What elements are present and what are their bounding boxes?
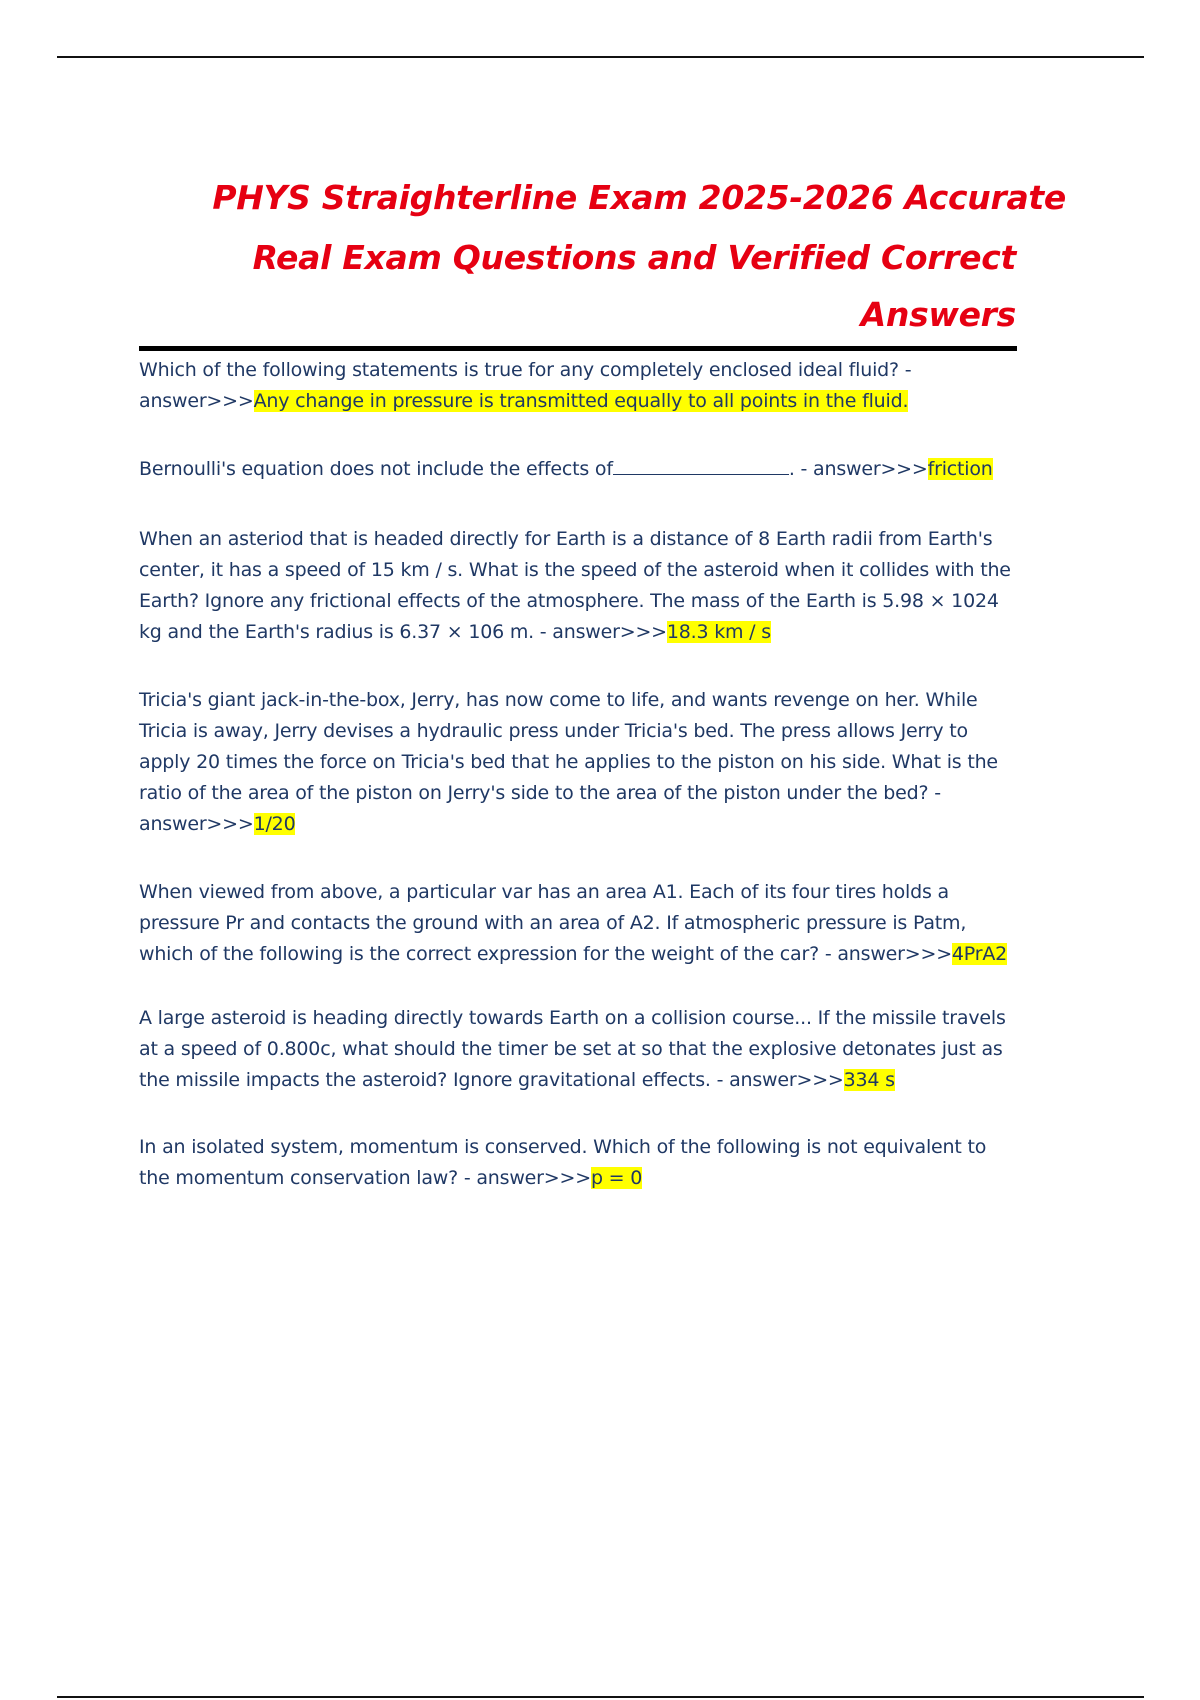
question-text-suffix: . - answer>>>	[788, 458, 928, 480]
footer-rule	[57, 1696, 1144, 1698]
question-answer-list	[139, 355, 1019, 1194]
answer-highlight: 334 s	[843, 1069, 895, 1091]
qa-item-3	[139, 524, 1019, 648]
title-line-3: Answers	[860, 295, 1016, 334]
answer-highlight: 1/20	[253, 813, 296, 835]
title-line-2: Real Exam Questions and Verified Correct	[252, 238, 1016, 277]
title-line-1: PHYS Straighterline Exam 2025-2026 Accurate	[212, 178, 1066, 217]
question-text: When an asteriod that is headed directly for Earth is a distance of 8 Earth radii from Earth's center, it has a speed of 15 km / s. What is the speed of the asteroid when it collides with the Earth? Ignore any frictional effects of the atmosphere. The mass of the Earth is 5.98 × 1024 kg and the Earth's radius is 6.37 × 106 m. - answer>>>	[139, 528, 1011, 643]
document-title	[200, 168, 1076, 342]
question-text: When viewed from above, a particular var has an area A1. Each of its four tires holds a pressure Pr and contacts the ground with an area of A2. If atmospheric pressure is Patm, which of the following is the correct expression for the weight of the car? - answer>>>	[139, 881, 967, 965]
header-rule	[57, 56, 1144, 58]
answer-highlight: 18.3 km / s	[666, 621, 771, 643]
qa-item-2	[139, 454, 1019, 485]
answer-highlight: p = 0	[590, 1167, 643, 1189]
fill-in-blank-line	[613, 454, 789, 475]
qa-item-4	[139, 685, 1019, 840]
question-text: A large asteroid is heading directly towards Earth on a collision course... If the missile travels at a speed of 0.800c, what should the timer be set at so that the explosive detonates just as the missile impacts the asteroid? Ignore gravitational effects. - answer>>>	[139, 1007, 1006, 1091]
question-text: Which of the following statements is true for any completely enclosed ideal fluid? - answer>>>	[139, 359, 912, 412]
answer-highlight: friction	[927, 458, 993, 480]
question-text: Bernoulli's equation does not include the effects of	[139, 458, 613, 480]
answer-highlight: 4PrA2	[951, 943, 1008, 965]
question-text: In an isolated system, momentum is conserved. Which of the following is not equivalent to the momentum conservation law? - answer>>>	[139, 1136, 987, 1189]
qa-item-5	[139, 877, 1019, 970]
qa-item-1	[139, 355, 1019, 417]
qa-item-7	[139, 1132, 1019, 1194]
question-text: Tricia's giant jack-in-the-box, Jerry, has now come to life, and wants revenge on her. While Tricia is away, Jerry devises a hydraulic press under Tricia's bed. The press allows Jerry to apply 20 times the force on Tricia's bed that he applies to the piston on his side. What is the ratio of the area of the piston on Jerry's side to the area of the piston under the bed? - answer>>>	[139, 689, 998, 835]
qa-item-6	[139, 1003, 1019, 1096]
title-underline-rule	[139, 346, 1017, 351]
answer-highlight: Any change in pressure is transmitted equally to all points in the fluid.	[253, 390, 909, 412]
